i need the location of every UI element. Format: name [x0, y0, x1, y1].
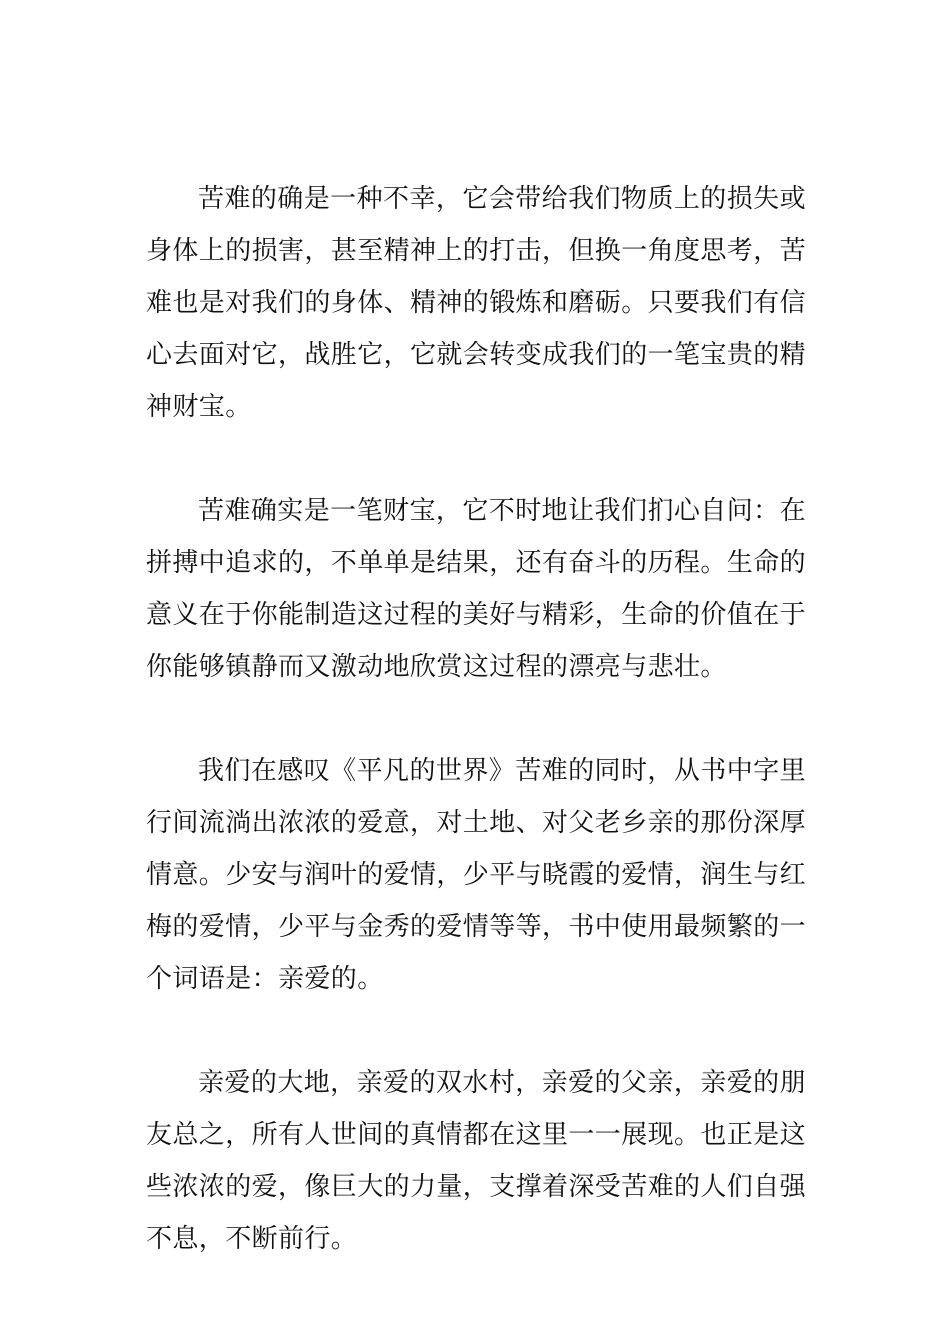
paragraph-3: 我们在感叹《平凡的世界》苦难的同时，从书中字里行间流淌出浓浓的爱意，对土地、对父老乡亲的那份深厚情意。少安与润叶的爱情，少平与晓霞的爱情，润生与红梅的爱情，少平与金秀的爱情等等，书中使用最频繁的一个词语是：亲爱的。	[146, 756, 807, 994]
paragraph-1: 苦难的确是一种不幸，它会带给我们物质上的损失或身体上的损害，甚至精神上的打击，但换一角度思考，苦难也是对我们的身体、精神的锻炼和磨砺。只要我们有信心去面对它，战胜它，它就会转变成我们的一笔宝贵的精神财宝。	[146, 184, 807, 422]
paragraph-4: 亲爱的大地，亲爱的双水村，亲爱的父亲，亲爱的朋友总之，所有人世间的真情都在这里一一展现。也正是这些浓浓的爱，像巨大的力量，支撑着深受苦难的人们自强不息，不断前行。	[146, 1068, 807, 1254]
document-body	[146, 173, 806, 1265]
paragraph-2: 苦难确实是一笔财宝，它不时地让我们扪心自问：在拼搏中追求的，不单单是结果，还有奋斗的历程。生命的意义在于你能制造这过程的美好与精彩，生命的价值在于你能够镇静而又激动地欣赏这过程的漂亮与悲壮。	[146, 496, 807, 682]
